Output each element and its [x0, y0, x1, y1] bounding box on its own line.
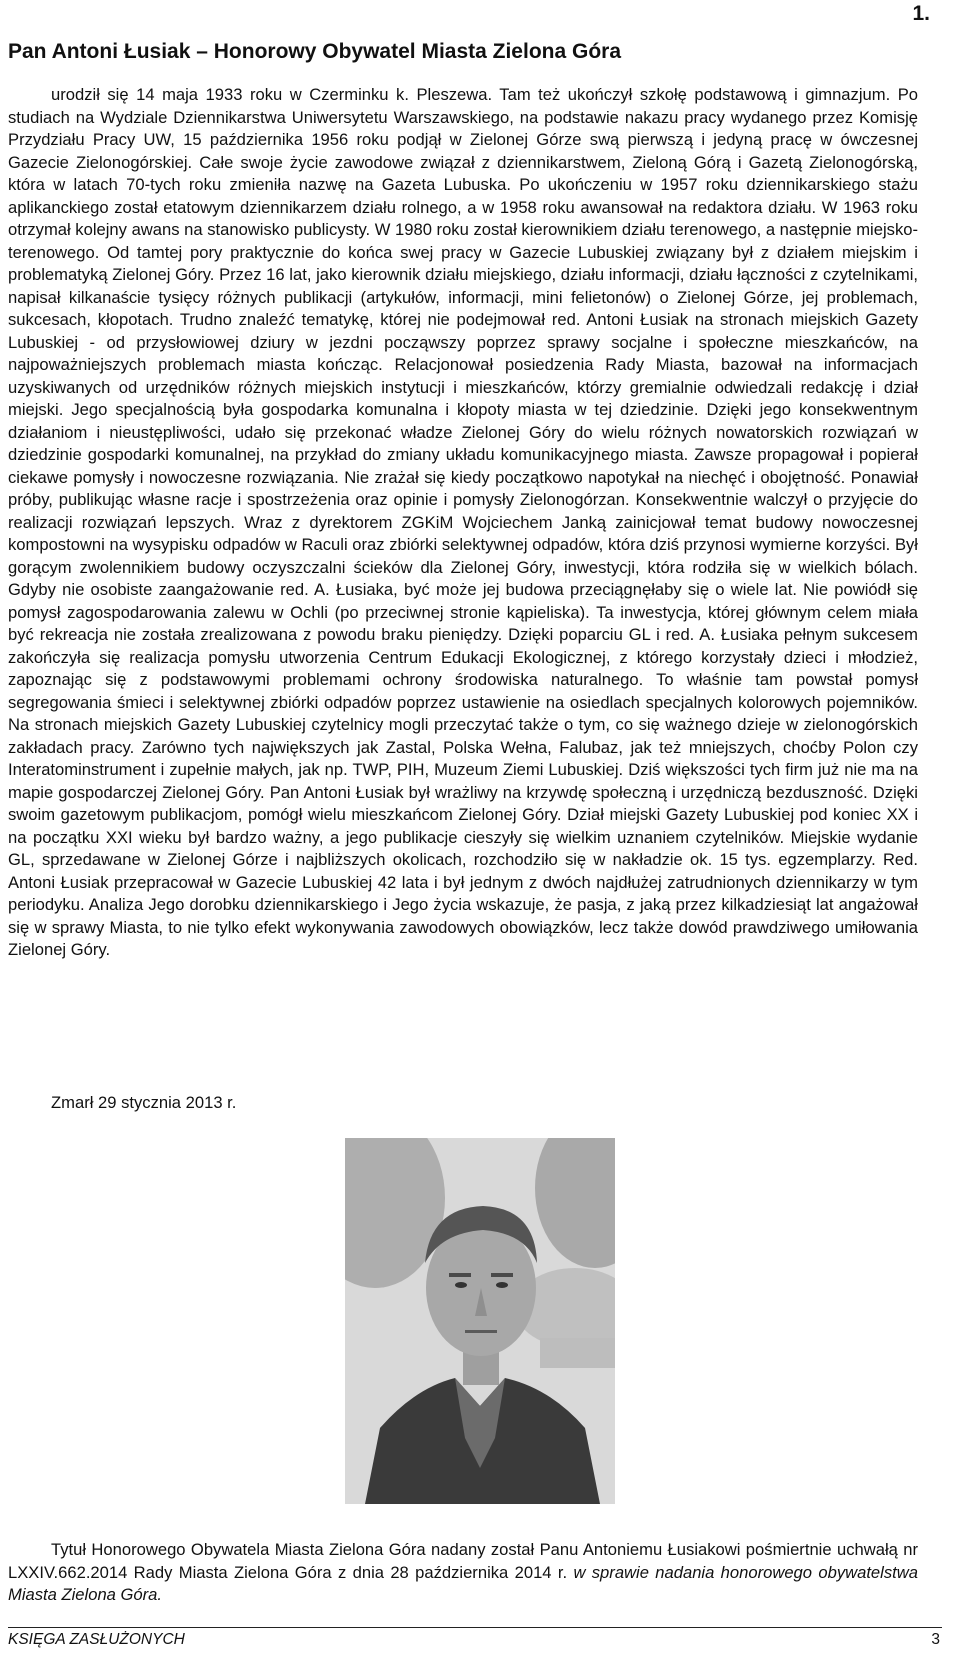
portrait-illustration — [345, 1138, 615, 1504]
death-note: Zmarł 29 stycznia 2013 r. — [51, 1093, 237, 1112]
page-title: Pan Antoni Łusiak – Honorowy Obywatel Miasta Zielona Góra — [8, 40, 621, 63]
footer-page-number: 3 — [931, 1631, 940, 1648]
honorary-citation — [8, 1539, 918, 1607]
section-number: 1. — [912, 2, 930, 25]
resolution-subject: w sprawie nadania honorowego obywatelstwa Miasta Zielona Góra. — [8, 1562, 918, 1604]
biography-paragraph: urodził się 14 maja 1933 roku w Czerminku k. Pleszewa. Tam też ukończył szkołę podstawową i gimnazjum. Po studiach na Wydziale Dziennikarstwa Uniwersytetu Warszawskiego, na podstawie nakazu pracy wydanego przez Komisję Przydziału Pracy UW, 15 października 1956 roku podjął w Zielonej Górze swą pierwszą i jedyną pracę w ówczesnej Gazecie Zielonogórskiej. Całe swoje życie zawodowe związał z dziennikarstwem, Zieloną Górą i Gazetą Zielonogórską, która w latach 70-tych roku zmieniła nazwę na Gazeta Lubuska. Po ukończeniu w 1957 roku dziennikarskiego stażu aplikanckiego został etatowym dziennikarzem działu rolnego, a w 1958 roku awansował na redaktora działu. W 1963 roku otrzymał kolejny awans na stanowisko publicysty. W 1980 roku został kierownikiem działu terenowego, a następnie miejsko-terenowego. Od tamtej pory praktycznie do końca swej pracy w Gazecie Lubuskiej związany był z działem miejskim i problematyką Zielonej Góry. Przez 16 lat, jako kierownik działu miejskiego, działu informacji, działu łączności z czytelnikami, napisał kilkanaście tysięcy różnych publikacji (artykułów, informacji, mini felietonów) o Zielonej Górze, jej problemach, sukcesach, kłopotach. Trudno znaleźć tematykę, której nie podejmował red. Antoni Łusiak na stronach miejskich Gazety Lubuskiej - od przysłowiowej dziury w jezdni począwszy poprzez sprawy socjalne i społeczne mieszkańców, na najpoważniejszych problemach miasta kończąc. Relacjonował posiedzenia Rady Miasta, bazował na informacjach uzyskiwanych od urzędników różnych miejskich instytucji i mieszkańców, którzy gremialnie odwiedzali redakcję i dział miejski. Jego specjalnością była gospodarka komunalna i kłopoty miasta w tej dziedzinie. Dzięki jego konsekwentnym działaniom i nieustępliwości, udało się przekonać władze Zielonej Góry do wielu różnych nowatorskich rozwiązań w dziedzinie gospodarki komunalnej, na przykład do zmiany układu komunikacyjnego miasta. Zawsze propagował i popierał ciekawe pomysły i nowoczesne rozwiązania. Nie zrażał się kiedy początkowo napotykał na niechęć i obojętność. Ponawiał próby, publikując własne racje i spostrzeżenia oraz opinie i pomysły Zielonogórzan. Konsekwentnie walczył o przyjęcie do realizacji rozwiązań lepszych. Wraz z dyrektorem ZGKiM Wojciechem Janką zainicjował temat budowy nowoczesnej kompostowni na wysypisku odpadów w Raculi oraz zbiórki selektywnej odpadów, która dziś przynosi wymierne korzyści. Był gorącym zwolennikiem budowy oczyszczalni ścieków dla Zielonej Góry, inwestycji, która rodziła się w wielkich bólach. Gdyby nie osobiste zaangażowanie red. A. Łusiaka, być może jej budowa przeciągnęłaby się o wiele lat. Nie powiódł się pomysł zagospodarowania zalewu w Ochli (po przeciwnej stronie kąpieliska). Ta inwestycja, której głównym celem miała być rekreacja nie została zrealizowana z powodu braku pieniędzy. Dzięki poparciu GL i red. A. Łusiaka pełnym sukcesem zakończyła się realizacja pomysłu utworzenia Centrum Edukacji Ekologicznej, z którego korzystały dzieci i młodzież, zapoznając się z podstawowymi problemami ochrony środowiska naturalnego. To właśnie tam powstał pomysł segregowania śmieci i selektywnej zbiórki odpadów poprzez ustawienie na osiedlach specjalnych kolorowych pojemników. Na stronach miejskich Gazety Lubuskiej czytelnicy mogli przeczytać także o tym, co się ważnego dzieje w zielonogórskich zakładach pracy. Zarówno tych największych jak Zastal, Polska Wełna, Falubaz, jak też mniejszych, choćby Polon czy Interatominstrument i zupełnie małych, jak np. TWP, PIH, Muzeum Ziemi Lubuskiej. Dziś większości tych firm już nie ma na mapie gospodarczej Zielonej Góry. Pan Antoni Łusiak był wrażliwy na krzywdę społeczną i urzędniczą bezduszność. Dzięki swoim gazetowym publikacjom, pomógł wielu mieszkańcom Zielonej Góry. Dział miejski Gazety Lubuskiej pod koniec XX i na początku XXI wieku był bardzo ważny, a jego publikacje cieszyły się wielkim uznaniem czytelników. Miejskie wydanie GL, sprzedawane w Zielonej Górze i najbliższych okolicach, rozchodziło się w nakładzie ok. 15 tys. egzemplarzy. Red. Antoni Łusiak przepracował w Gazecie Lubuskiej 42 lata i był jednym z dwóch najdłużej zatrudnionych dziennikarzy w tym periodyku. Analiza Jego dorobku dziennikarskiego i Jego życia wskazuje, że pasja, z jaką przez kilkadziesiąt lat angażował się w sprawy Miasta, to nie tylko efekt wykonywania zawodowych obowiązków, lecz także dowód prawdziwego umiłowania Zielonej Góry. — [8, 85, 919, 959]
honorary-citation-text: Tytuł Honorowego Obywatela Miasta Zielona Góra nadany został Panu Antoniemu Łusiakowi pośmiertnie uchwałą nr LXXIV.662.2014 Rady Miasta Zielona Góra z dnia 28 października 2014 r. — [8, 1540, 918, 1582]
footer-book-title: KSIĘGA ZASŁUŻONYCH — [8, 1631, 185, 1648]
portrait-photo — [345, 1138, 615, 1504]
footer-divider — [8, 1627, 942, 1628]
